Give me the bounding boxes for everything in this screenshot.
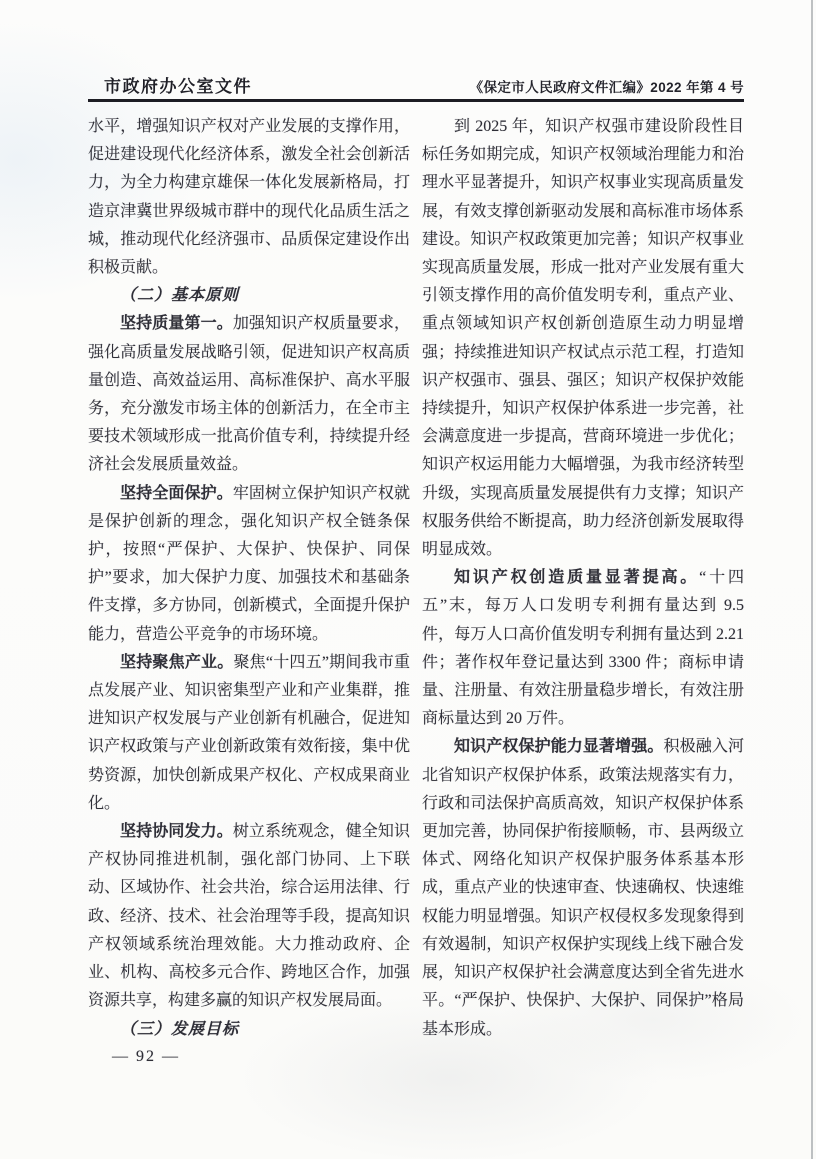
section-heading: （二）基本原则	[120, 287, 240, 305]
right-text-column	[422, 113, 744, 1044]
paragraph-lead-in: 坚持全面保护。	[120, 484, 233, 502]
header-document-category: 市政府办公室文件	[104, 77, 252, 96]
body-paragraph: 知识产权保护能力显著增强。积极融入河北省知识产权保护体系，政策法规落实有力，行政和司法保护高质高效，知识产权保护体系更加完善，协同保护衔接顺畅，市、县两级立体式、网络化知识产权保护服务体系基本形成，重点产业的快速审查、快速确权、快速维权能力明显增强。知识产权侵权多发现象得到有效遏制，知识产权保护实现线上线下融合发展，知识产权保护社会满意度达到全省先进水平。“严保护、快保护、大保护、同保护”格局基本形成。	[422, 738, 744, 1038]
body-paragraph: 到 2025 年，知识产权强市建设阶段性目标任务如期完成，知识产权领域治理能力和治理水平显著提升，知识产权事业实现高质量发展，有效支撑创新驱动发展和高标准市场体系建设。知识产权政策更加完善；知识产权事业实现高质量发展，形成一批对产业发展有重大引领支撑作用的高价值发明专利，重点产业、重点领域知识产权创新创造原生动力明显增强；持续推进知识产权试点示范工程，打造知识产权强市、强县、强区；知识产权保护效能持续提升，知识产权保护体系进一步完善，社会满意度进一步提高，营商环境进一步优化；知识产权运用能力大幅增强，为我市经济转型升级，实现高质量发展提供有力支撑；知识产权服务供给不断提高，助力经济创新发展取得明显成效。	[422, 118, 744, 559]
page-number: — 92 —	[112, 1048, 180, 1065]
paragraph-lead-in: 知识产权创造质量显著提高。	[454, 569, 700, 587]
paragraph-lead-in: 坚持聚焦产业。	[120, 653, 234, 671]
header-compilation-issue: 《保定市人民政府文件汇编》2022 年第 4 号	[469, 80, 744, 95]
paragraph-lead-in: 坚持质量第一。	[120, 315, 233, 333]
body-paragraph: 坚持质量第一。加强知识产权质量要求，强化高质量发展战略引领，促进知识产权高质量创造、高效益运用、高标准保护、高水平服务，充分激发市场主体的创新活力，在全市主要技术领域形成一批高价值专利，持续提升经济社会发展质量效益。	[88, 315, 410, 474]
body-paragraph: 坚持全面保护。牢固树立保护知识产权就是保护创新的理念，强化知识产权全链条保护，按照“严保护、大保护、快保护、同保护”要求，加大保护力度、加强技术和基础条件支撑，多方协同，创新模式，全面提升保护能力，营造公平竞争的市场环境。	[88, 484, 410, 643]
paragraph-lead-in: 坚持协同发力。	[120, 823, 233, 841]
body-paragraph: 知识产权创造质量显著提高。“十四五”末，每万人口发明专利拥有量达到 9.5 件，每万人口高价值发明专利拥有量达到 2.21 件；著作权年登记量达到 3300 件；商标申请量、注册量、有效注册量稳步增长，有效注册商标量达到 20 万件。	[422, 569, 744, 728]
document-header	[104, 72, 744, 97]
header-divider-rule	[88, 99, 744, 102]
body-paragraph: 坚持协同发力。树立系统观念，健全知识产权协同推进机制，强化部门协同、上下联动、区域协作、社会共治，综合运用法律、行政、经济、技术、社会治理等手段，提高知识产权领域系统治理效能。大力推动政府、企业、机构、高校多元合作、跨地区合作，加强资源共享，构建多赢的知识产权发展局面。	[88, 823, 410, 1010]
two-column-body	[88, 113, 744, 1044]
paragraph-lead-in: 知识产权保护能力显著增强。	[454, 738, 664, 756]
section-heading: （三）发展目标	[120, 1020, 240, 1038]
body-paragraph: 坚持聚焦产业。聚焦“十四五”期间我市重点发展产业、知识密集型产业和产业集群，推进知识产权发展与产业创新有机融合，促进知识产权政策与产业创新政策有效衔接，集中优势资源，加快创新成果产权化、产权成果商业化。	[88, 653, 410, 812]
left-text-column	[88, 113, 410, 1044]
body-paragraph: 水平，增强知识产权对产业发展的支撑作用，促进建设现代化经济体系，激发全社会创新活力，为全力构建京雄保一体化发展新格局，打造京津冀世界级城市群中的现代化品质生活之城，推动现代化经济强市、品质保定建设作出积极贡献。	[88, 118, 410, 277]
scan-edge-line	[811, 0, 813, 1159]
